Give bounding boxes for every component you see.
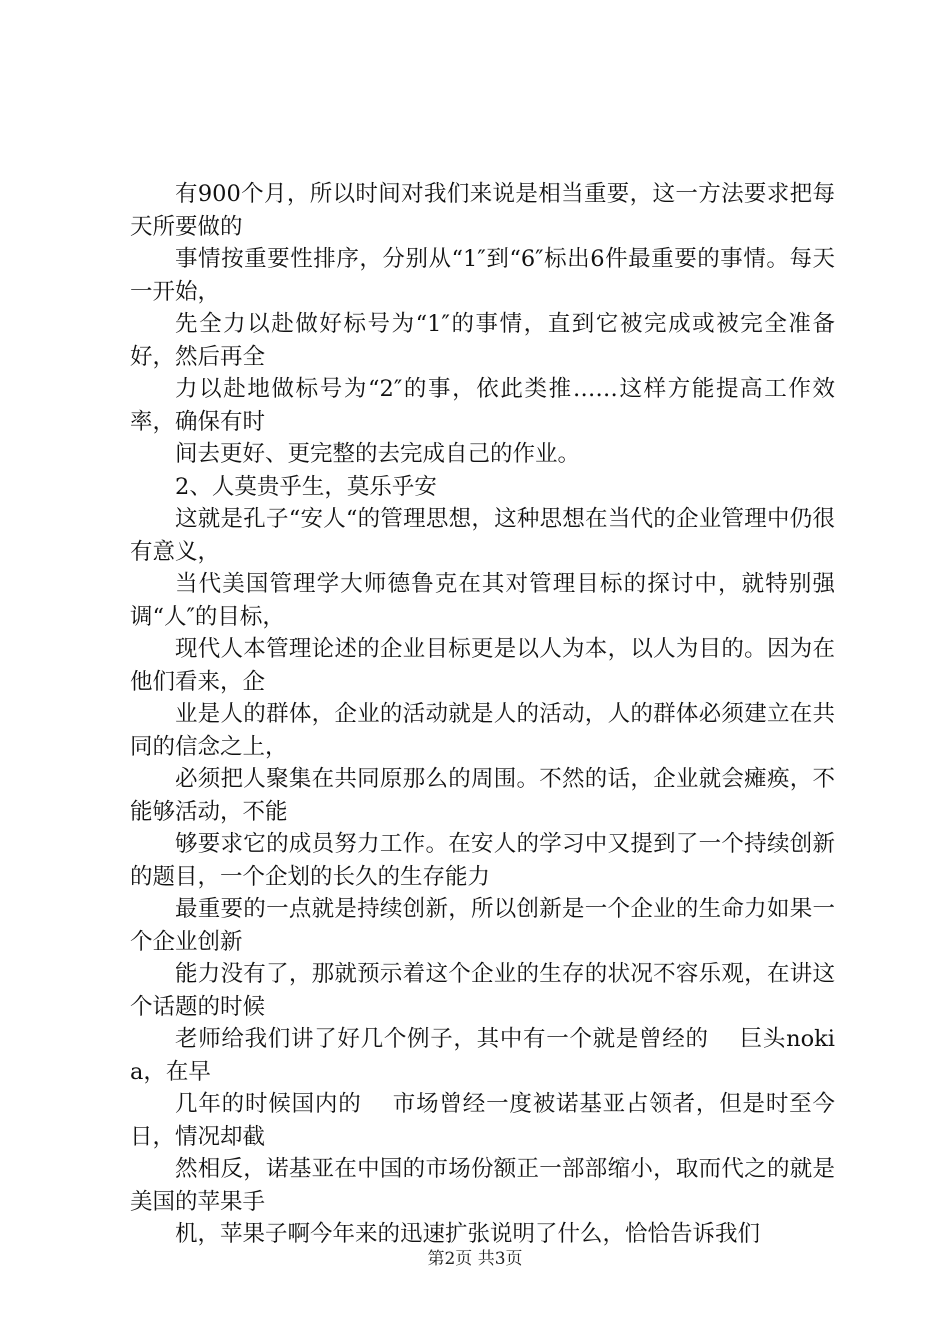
- document-body: [130, 178, 835, 1251]
- paragraph: 必须把人聚集在共同原那么的周围。不然的话，企业就会瘫痪，不能够活动，不能: [130, 766, 835, 825]
- paragraph: 老师给我们讲了好几个例子，其中有一个就是曾经的 巨头nokia，在早: [130, 1026, 835, 1085]
- paragraph: 够要求它的成员努力工作。在安人的学习中又提到了一个持续创新的题目，一个企划的长久的生存能力: [130, 831, 835, 890]
- page-footer: 第2页 共3页: [427, 1249, 523, 1269]
- paragraph: 然相反，诺基亚在中国的市场份额正一部部缩小，取而代之的就是美国的苹果手: [130, 1156, 835, 1215]
- paragraph: 先全力以赴做好标号为“1″的事情，直到它被完成或被完全准备好，然后再全: [130, 311, 835, 370]
- paragraph: 业是人的群体，企业的活动就是人的活动，人的群体必须建立在共同的信念之上，: [130, 701, 835, 760]
- paragraph: 有900个月，所以时间对我们来说是相当重要，这一方法要求把每天所要做的: [130, 181, 835, 240]
- paragraph: 力以赴地做标号为“2″的事，依此类推……这样方能提高工作效率，确保有时: [130, 376, 835, 435]
- paragraph: 当代美国管理学大师德鲁克在其对管理目标的探讨中，就特别强调“人″的目标，: [130, 571, 835, 630]
- paragraph: 几年的时候国内的 市场曾经一度被诺基亚占领者，但是时至今日，情况却截: [130, 1091, 835, 1150]
- paragraph: 现代人本管理论述的企业目标更是以人为本，以人为目的。因为在他们看来，企: [130, 636, 835, 695]
- paragraph: 这就是孔子“安人“的管理思想，这种思想在当代的企业管理中仍很有意义，: [130, 506, 835, 565]
- paragraph: 机，苹果子啊今年来的迅速扩张说明了什么，恰恰告诉我们: [175, 1221, 761, 1247]
- paragraph: 能力没有了，那就预示着这个企业的生存的状况不容乐观，在讲这个话题的时候: [130, 961, 835, 1020]
- section-heading: 2、人莫贵乎生，莫乐乎安: [175, 473, 437, 500]
- paragraph: 事情按重要性排序，分别从“1″到“6″标出6件最重要的事情。每天一开始，: [130, 246, 835, 305]
- paragraph: 最重要的一点就是持续创新，所以创新是一个企业的生命力如果一个企业创新: [130, 896, 835, 955]
- paragraph: 间去更好、更完整的去完成自己的作业。: [175, 441, 581, 467]
